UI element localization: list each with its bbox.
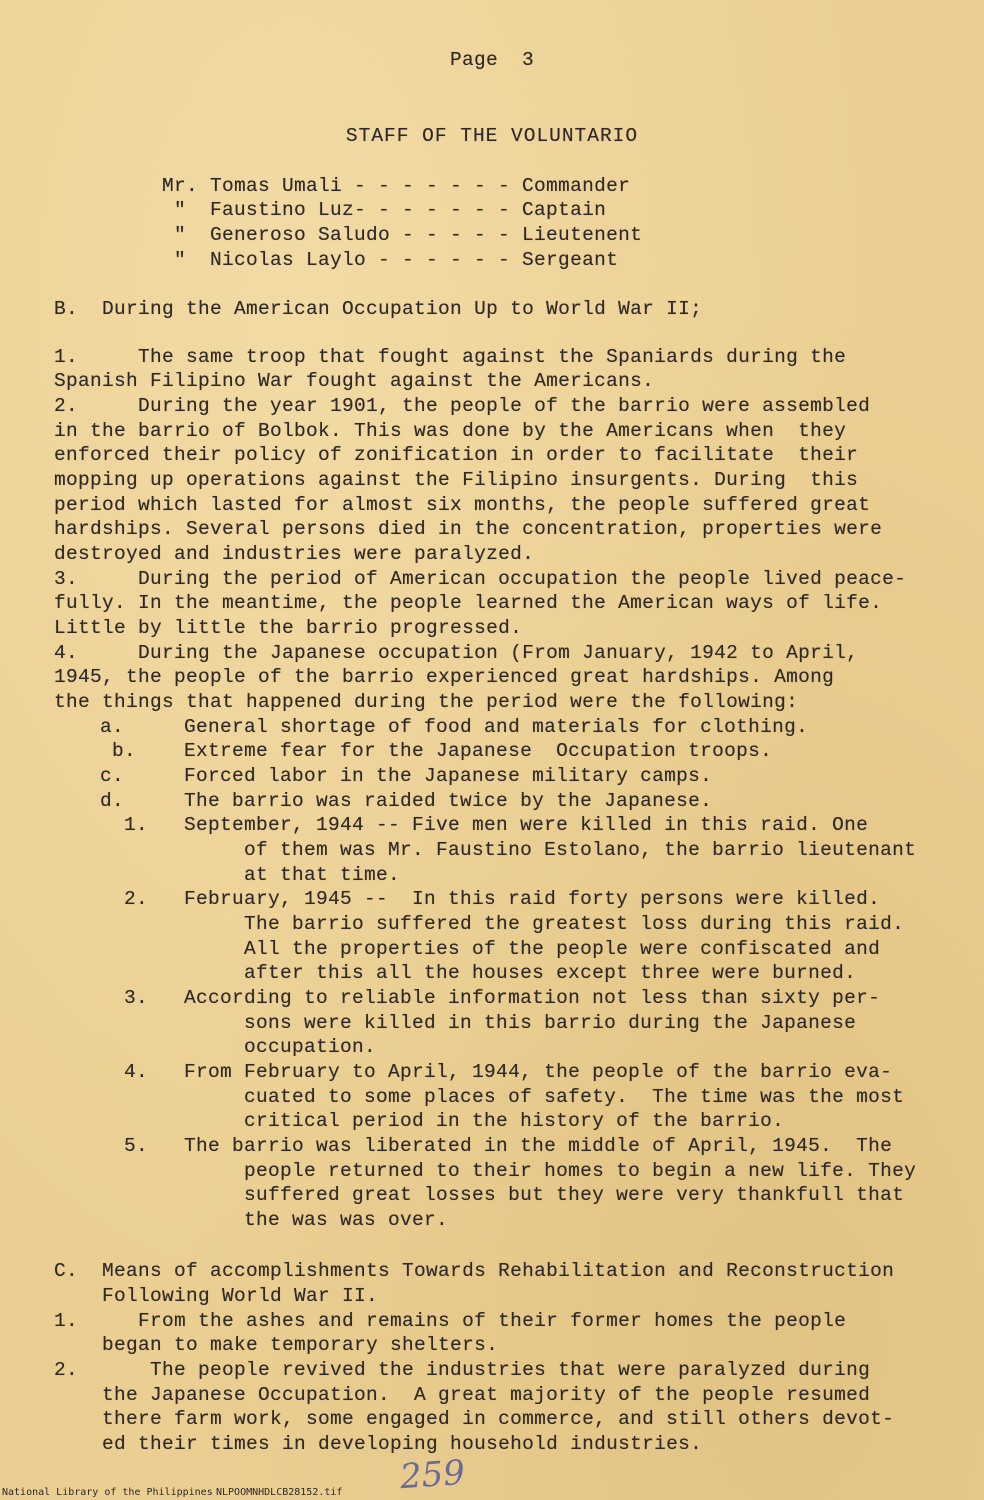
paragraph-line: there farm work, some engaged in commerce, and still others devot- bbox=[54, 1408, 895, 1430]
section-c-heading: C. Means of accomplishments Towards Rehabilitation and Reconstruction bbox=[54, 1260, 895, 1282]
paragraph-line: 4. During the Japanese occupation (From January, 1942 to April, bbox=[54, 642, 859, 664]
paragraph-line: 2. The people revived the industries that were paralyzed during bbox=[54, 1359, 871, 1381]
list-item: c. Forced labor in the Japanese military camps. bbox=[100, 765, 713, 787]
paragraph-line: period which lasted for almost six months, the people suffered great bbox=[54, 494, 871, 516]
list-item: All the properties of the people were confiscated and bbox=[100, 938, 881, 960]
paragraph-line: fully. In the meantime, the people learned the American ways of life. bbox=[54, 592, 883, 614]
list-item: at that time. bbox=[100, 864, 401, 886]
list-item: The barrio suffered the greatest loss during this raid. bbox=[100, 913, 905, 935]
list-item: people returned to their homes to begin a new life. They bbox=[100, 1160, 917, 1182]
paragraph-line: Little by little the barrio progressed. bbox=[54, 617, 523, 639]
staff-row: " Faustino Luz- - - - - - - Captain bbox=[162, 199, 607, 221]
list-item: 5. The barrio was liberated in the middle of April, 1945. The bbox=[100, 1135, 893, 1157]
handwritten-page-number: 259 bbox=[398, 1452, 467, 1498]
page-number: Page 3 bbox=[449, 49, 534, 71]
list-item: 4. From February to April, 1944, the people of the barrio eva- bbox=[100, 1061, 893, 1083]
paragraph-line: 1. From the ashes and remains of their former homes the people bbox=[54, 1310, 847, 1332]
list-item: 2. February, 1945 -- In this raid forty persons were killed. bbox=[100, 888, 881, 910]
list-item: critical period in the history of the barrio. bbox=[100, 1110, 785, 1132]
list-item: a. General shortage of food and materials for clothing. bbox=[100, 716, 809, 738]
paragraph-line: destroyed and industries were paralyzed. bbox=[54, 543, 535, 565]
paragraph-line: the things that happened during the period were the following: bbox=[54, 691, 799, 713]
paragraph-line: ed their times in developing household industries. bbox=[54, 1433, 703, 1455]
list-item: occupation. bbox=[100, 1036, 377, 1058]
list-item: cuated to some places of safety. The time was the most bbox=[100, 1086, 905, 1108]
staff-title: STAFF OF THE VOLUNTARIO bbox=[345, 125, 639, 147]
section-b-heading: B. During the American Occupation Up to World War II; bbox=[54, 298, 703, 320]
paragraph-line: began to make temporary shelters. bbox=[54, 1334, 499, 1356]
staff-row: " Generoso Saludo - - - - - Lieutenent bbox=[162, 224, 643, 246]
list-item: 3. According to reliable information not less than sixty per- bbox=[100, 987, 881, 1009]
paragraph-line: 3. During the period of American occupation the people lived peace- bbox=[54, 568, 907, 590]
list-item: suffered great losses but they were very thankfull that bbox=[100, 1184, 905, 1206]
staff-row: Mr. Tomas Umali - - - - - - - Commander bbox=[162, 175, 631, 197]
paragraph-line: the Japanese Occupation. A great majority of the people resumed bbox=[54, 1384, 871, 1406]
paragraph-line: enforced their policy of zonification in order to facilitate their bbox=[54, 444, 859, 466]
paragraph-line: 1. The same troop that fought against the Spaniards during the bbox=[54, 346, 847, 368]
paragraph-line: in the barrio of Bolbok. This was done by the Americans when they bbox=[54, 420, 847, 442]
footer-file-id: NLPOOMNHDLCB28152.tif bbox=[216, 1487, 343, 1498]
footer-library: National Library of the Philippines bbox=[2, 1487, 213, 1498]
paragraph-line: Spanish Filipino War fought against the Americans. bbox=[54, 370, 655, 392]
list-item: the was was over. bbox=[100, 1209, 449, 1231]
list-item: sons were killed in this barrio during the Japanese bbox=[100, 1012, 857, 1034]
paragraph-line: mopping up operations against the Filipino insurgents. During this bbox=[54, 469, 859, 491]
list-item: after this all the houses except three were burned. bbox=[100, 962, 857, 984]
staff-row: " Nicolas Laylo - - - - - - Sergeant bbox=[162, 249, 619, 271]
list-item: 1. September, 1944 -- Five men were killed in this raid. One bbox=[100, 814, 869, 836]
list-item: b. Extreme fear for the Japanese Occupation troops. bbox=[100, 740, 773, 762]
list-item: d. The barrio was raided twice by the Japanese. bbox=[100, 790, 713, 812]
list-item: of them was Mr. Faustino Estolano, the barrio lieutenant bbox=[100, 839, 917, 861]
section-c-heading: Following World War II. bbox=[54, 1285, 379, 1307]
paragraph-line: hardships. Several persons died in the concentration, properties were bbox=[54, 518, 883, 540]
paragraph-line: 2. During the year 1901, the people of the barrio were assembled bbox=[54, 395, 871, 417]
paragraph-line: 1945, the people of the barrio experienced great hardships. Among bbox=[54, 666, 835, 688]
